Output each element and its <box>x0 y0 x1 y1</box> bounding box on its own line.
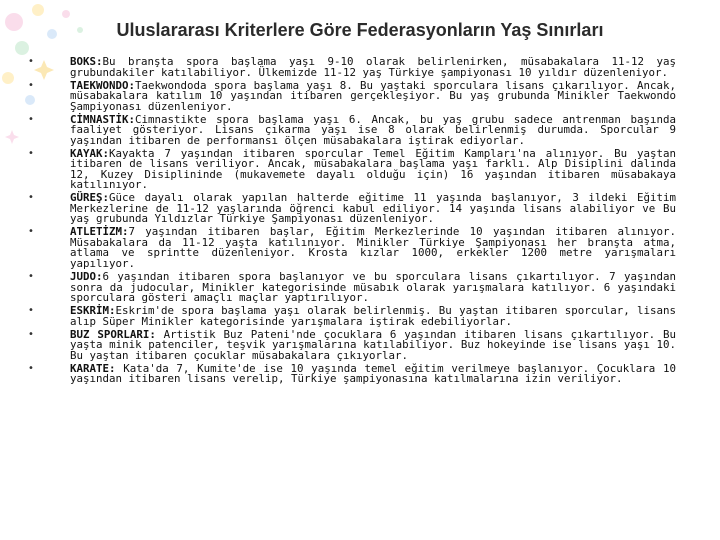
bullet-icon: • <box>28 305 34 317</box>
item-term: KAYAK: <box>70 146 110 160</box>
item-term: KARATE: <box>70 361 116 375</box>
item-term: BOKS: <box>70 55 103 68</box>
item-term: JUDO: <box>70 270 103 284</box>
list-item-boks <box>28 57 676 78</box>
bullet-icon: • <box>28 56 34 67</box>
item-term: ESKRİM: <box>70 304 116 318</box>
item-term: ATLETİZM: <box>70 225 129 239</box>
list-item-buz-sporlari <box>28 327 676 362</box>
bullet-icon: • <box>28 147 34 159</box>
item-term: TAEKWONDO: <box>70 78 136 92</box>
item-text: Güce dayalı olarak yapılan halterde eğitime 11 yaşında başlanıyor, 3 ildeki Eğitim Merkezlerine de 11-12 yaşlarında öğrenci kabul ediliyor. 14 yaşında lisans alabiliyor ve Bu yaş grubunda Yıldızlar Türkiye Şampiyonası düzenleniyor. <box>70 191 676 226</box>
bullet-icon: • <box>28 271 34 283</box>
bullet-icon: • <box>28 328 34 340</box>
item-term: CİMNASTİK: <box>70 112 136 126</box>
item-text: Cimnastikte spora başlama yaşı 6. Ancak, bu yaş grubu sadece antrenman başında faaliyet gösteriyor. Lisans çıkarma yaşı ise 8 olarak belirlenmiş durumda. Sporcular 9 yaşından itibaren de performansı ölçen müsabakalara iştirak ediyorlar. <box>70 112 676 147</box>
page-title: Uluslararası Kriterlere Göre Federasyonların Yaş Sınırları <box>116 20 604 40</box>
bullet-icon: • <box>28 79 34 91</box>
list-item-taekwondo <box>28 78 676 113</box>
item-text: Kayakta 7 yaşından itibaren sporcular Temel Eğitim Kampları'na alınıyor. Bu yaştan itibaren de lisans veriliyor. Ancak, müsabakalara başlama yaşı farklı. Alp Disiplini dalında 12, Kuzey Disiplininde (mukavemete dayalı olduğu için) 16 yaşından itibaren müsabakaya katılınıyor. <box>70 146 676 192</box>
bullet-icon: • <box>28 192 34 204</box>
criteria-list <box>28 57 676 387</box>
list-item-cimnastik <box>28 112 676 147</box>
bullet-icon: • <box>28 113 34 125</box>
item-term: BUZ SPORLARI: <box>70 327 156 341</box>
bullet-icon: • <box>28 226 34 238</box>
item-term: GÜREŞ: <box>70 191 110 205</box>
item-text: 7 yaşından itibaren başlar, Eğitim Merkezlerinde 10 yaşından itibaren alınıyor. Müsabakalara da 11-12 yaşta katılınıyor. Minikler Türkiye Şampiyonası her branşta atma, atlama ve sprintte düzenleniyor. Krosta kızlar 1000, erkekler 1200 metre yarışmaları yapılıyor. <box>70 225 676 270</box>
item-text: Bu branşta spora başlama yaşı 9-10 olarak belirlenirken, müsabakalara 11-12 yaş grubundakiler katılabiliyor. Ülkemizde 11-12 yaş Türkiye şampiyonası 10 yıldır düzenleniyor. <box>70 55 676 79</box>
list-item-judo <box>28 272 676 304</box>
list-item-gures <box>28 193 676 225</box>
bullet-icon: • <box>28 362 34 374</box>
item-text: 6 yaşından itibaren spora başlanıyor ve bu sporculara lisans çıkartılıyor. 7 yaşından sonra da judocular, Minikler kategorisinde müsabık olarak yarışmalara katılıyor. 6 yaşındaki sporculara gösteri amaçlı maçlar yaptırılıyor. <box>70 270 676 305</box>
list-item-kayak <box>28 146 676 192</box>
item-text: Eskrim'de spora başlama yaşı olarak belirlenmiş. Bu yaştan itibaren sporcular, lisans alıp Süper Minikler kategorisinde yarışmalara iştirak edebiliyorlar. <box>70 304 676 328</box>
list-item-karate <box>28 361 676 386</box>
item-text: Artistik Buz Pateni'nde çocuklara 6 yaşından itibaren lisans çıkartılıyor. Bu yaşta minik patenciler, teşvik yarışmalarına katılabiliyor. Buz hokeyinde ise lisans yaşı 10. Bu yaştan itibaren çocuklar müsabakalara çıkıyorlar. <box>70 327 676 362</box>
item-text: Taekwondoda spora başlama yaşı 8. Bu yaştaki sporculara lisans çıkarılıyor. Ancak, müsabakalara katılım 10 yaşından itibaren gerçekleşiyor. Bu yaş grubunda Minikler Taekwondo Şampiyonası düzenleniyor. <box>70 78 676 113</box>
item-text: Kata'da 7, Kumite'de ise 10 yaşında temel eğitim verilmeye başlanıyor. Çocuklara 10 yaşından itibaren lisans verelip, Türkiye şampiyonasına katılmalarına izin veriliyor. <box>70 361 676 386</box>
list-item-eskrim <box>28 306 676 327</box>
list-item-atletizm <box>28 227 676 269</box>
